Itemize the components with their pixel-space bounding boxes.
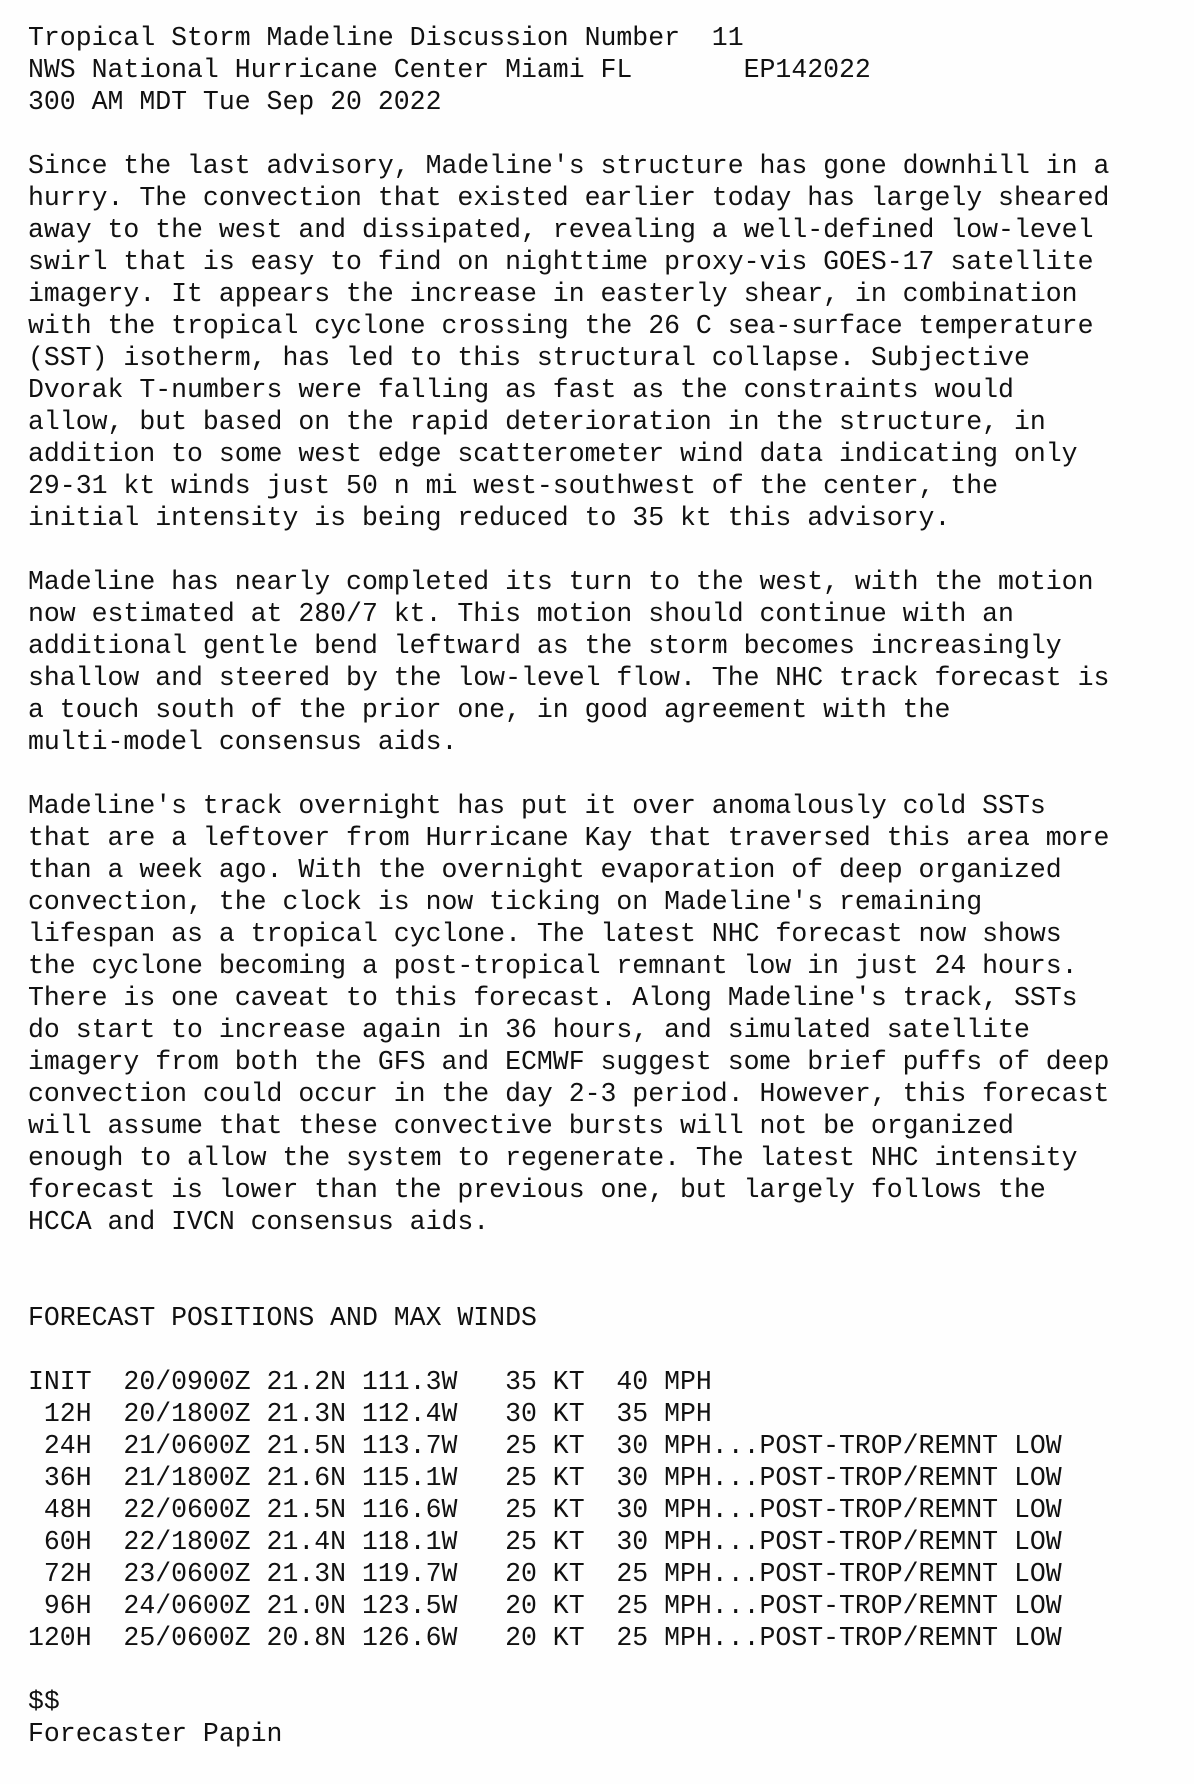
paragraph-line: Dvorak T-numbers were falling as fast as the constraints would bbox=[28, 375, 1014, 405]
paragraph-line: now estimated at 280/7 kt. This motion should continue with an bbox=[28, 599, 1014, 629]
paragraph-line: Madeline has nearly completed its turn to the west, with the motion bbox=[28, 567, 1094, 597]
paragraph-line: (SST) isotherm, has led to this structural collapse. Subjective bbox=[28, 343, 1030, 373]
paragraph-line: do start to increase again in 36 hours, and simulated satellite bbox=[28, 1015, 1030, 1045]
forecast-row: 60H 22/1800Z 21.4N 118.1W 25 KT 30 MPH...POST-TROP/REMNT LOW bbox=[28, 1527, 1062, 1557]
header-office: NWS National Hurricane Center Miami FL EP142022 bbox=[28, 55, 871, 85]
paragraph-line: allow, but based on the rapid deterioration in the structure, in bbox=[28, 407, 1046, 437]
forecast-row: 96H 24/0600Z 21.0N 123.5W 20 KT 25 MPH...POST-TROP/REMNT LOW bbox=[28, 1591, 1062, 1621]
forecast-row: 72H 23/0600Z 21.3N 119.7W 20 KT 25 MPH...POST-TROP/REMNT LOW bbox=[28, 1559, 1062, 1589]
paragraph-line: convection could occur in the day 2-3 period. However, this forecast bbox=[28, 1079, 1110, 1109]
paragraph-line: 29-31 kt winds just 50 n mi west-southwest of the center, the bbox=[28, 471, 999, 501]
forecast-row: 12H 20/1800Z 21.3N 112.4W 30 KT 35 MPH bbox=[28, 1399, 712, 1429]
spacer bbox=[28, 758, 1178, 790]
header-datetime: 300 AM MDT Tue Sep 20 2022 bbox=[28, 87, 442, 117]
paragraph-line: Since the last advisory, Madeline's structure has gone downhill in a bbox=[28, 151, 1110, 181]
paragraph-line: away to the west and dissipated, revealing a well-defined low-level bbox=[28, 215, 1094, 245]
paragraph-structure bbox=[28, 150, 1178, 534]
paragraph-intensity bbox=[28, 790, 1178, 1238]
spacer bbox=[28, 1238, 1178, 1302]
forecast-row: 48H 22/0600Z 21.5N 116.6W 25 KT 30 MPH...POST-TROP/REMNT LOW bbox=[28, 1495, 1062, 1525]
forecaster-signature: Forecaster Papin bbox=[28, 1719, 283, 1749]
paragraph-line: shallow and steered by the low-level flow. The NHC track forecast is bbox=[28, 663, 1110, 693]
paragraph-line: will assume that these convective bursts will not be organized bbox=[28, 1111, 1014, 1141]
paragraph-line: imagery from both the GFS and ECMWF suggest some brief puffs of deep bbox=[28, 1047, 1110, 1077]
end-marker: $$ bbox=[28, 1687, 60, 1717]
paragraph-line: a touch south of the prior one, in good agreement with the bbox=[28, 695, 951, 725]
paragraph-line: with the tropical cyclone crossing the 26 C sea-surface temperature bbox=[28, 311, 1094, 341]
paragraph-line: hurry. The convection that existed earlier today has largely sheared bbox=[28, 183, 1110, 213]
paragraph-line: forecast is lower than the previous one, but largely follows the bbox=[28, 1175, 1046, 1205]
paragraph-line: lifespan as a tropical cyclone. The latest NHC forecast now shows bbox=[28, 919, 1062, 949]
spacer bbox=[28, 118, 1178, 150]
paragraph-line: imagery. It appears the increase in easterly shear, in combination bbox=[28, 279, 1078, 309]
spacer bbox=[28, 1654, 1178, 1686]
header-block bbox=[28, 22, 1178, 118]
paragraph-line: multi-model consensus aids. bbox=[28, 727, 458, 757]
footer-block bbox=[28, 1686, 1178, 1750]
paragraph-line: Madeline's track overnight has put it over anomalously cold SSTs bbox=[28, 791, 1046, 821]
paragraph-line: There is one caveat to this forecast. Along Madeline's track, SSTs bbox=[28, 983, 1078, 1013]
paragraph-line: that are a leftover from Hurricane Kay that traversed this area more bbox=[28, 823, 1110, 853]
paragraph-line: enough to allow the system to regenerate. The latest NHC intensity bbox=[28, 1143, 1078, 1173]
paragraph-line: additional gentle bend leftward as the storm becomes increasingly bbox=[28, 631, 1062, 661]
forecast-row: INIT 20/0900Z 21.2N 111.3W 35 KT 40 MPH bbox=[28, 1367, 712, 1397]
discussion-document bbox=[28, 22, 1178, 1750]
forecast-heading: FORECAST POSITIONS AND MAX WINDS bbox=[28, 1303, 537, 1333]
forecast-row: 36H 21/1800Z 21.6N 115.1W 25 KT 30 MPH...POST-TROP/REMNT LOW bbox=[28, 1463, 1062, 1493]
spacer bbox=[28, 534, 1178, 566]
paragraph-line: than a week ago. With the overnight evaporation of deep organized bbox=[28, 855, 1062, 885]
forecast-section bbox=[28, 1302, 1178, 1654]
paragraph-line: convection, the clock is now ticking on Madeline's remaining bbox=[28, 887, 983, 917]
paragraph-line: initial intensity is being reduced to 35 kt this advisory. bbox=[28, 503, 951, 533]
forecast-table bbox=[28, 1366, 1178, 1654]
paragraph-line: addition to some west edge scatterometer wind data indicating only bbox=[28, 439, 1078, 469]
paragraph-line: swirl that is easy to find on nighttime proxy-vis GOES-17 satellite bbox=[28, 247, 1094, 277]
paragraph-line: HCCA and IVCN consensus aids. bbox=[28, 1207, 490, 1237]
forecast-row: 120H 25/0600Z 20.8N 126.6W 20 KT 25 MPH...POST-TROP/REMNT LOW bbox=[28, 1623, 1062, 1653]
spacer bbox=[28, 1334, 1178, 1366]
header-title: Tropical Storm Madeline Discussion Number 11 bbox=[28, 23, 744, 53]
paragraph-line: the cyclone becoming a post-tropical remnant low in just 24 hours. bbox=[28, 951, 1078, 981]
paragraph-track bbox=[28, 566, 1178, 758]
forecast-row: 24H 21/0600Z 21.5N 113.7W 25 KT 30 MPH...POST-TROP/REMNT LOW bbox=[28, 1431, 1062, 1461]
